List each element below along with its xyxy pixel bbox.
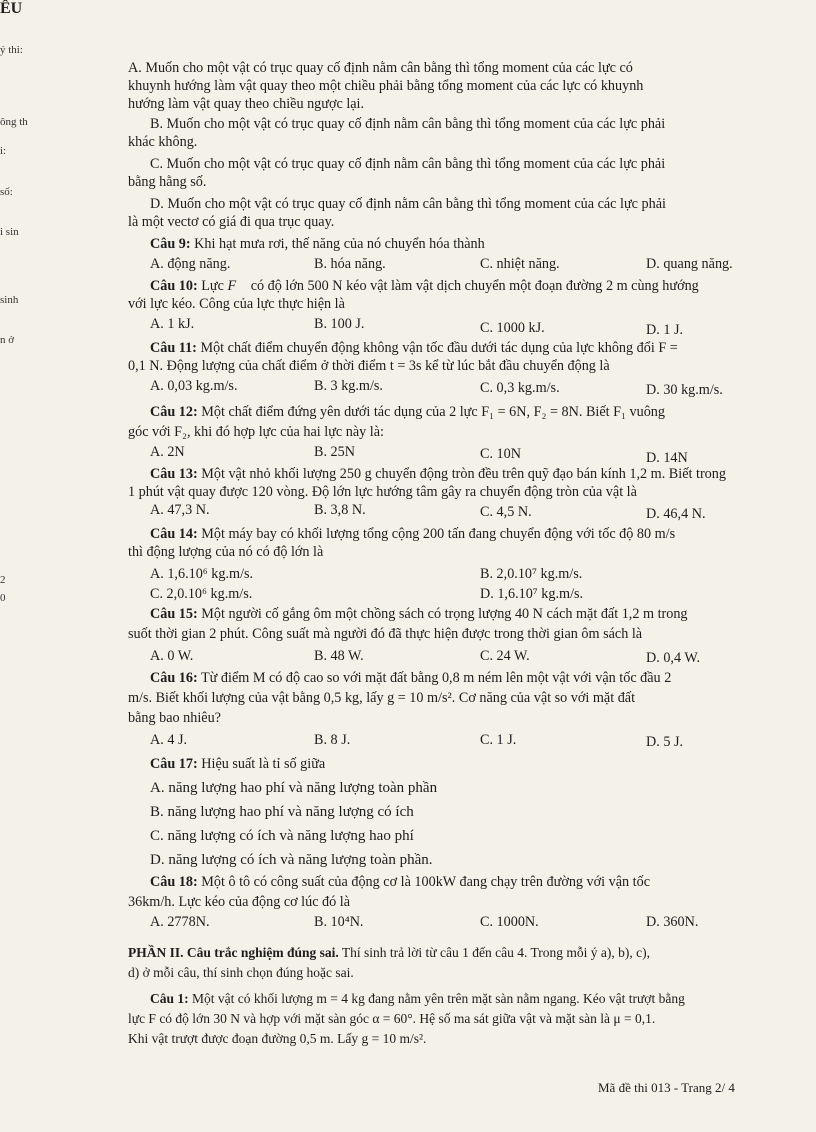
q11-label: Câu 11: — [150, 340, 197, 356]
q8-option-a-line1: A. Muốn cho một vật có trục quay cố định nằm cân bằng thì tổng moment của các lực có — [128, 60, 633, 76]
part2-text1: Thí sinh trả lời từ câu 1 đến câu 4. Trong mỗi ý a), b), c), — [341, 945, 650, 960]
q16-option-c: C. 1 J. — [480, 732, 517, 748]
q17-option-d: D. năng lượng có ích và năng lượng toàn phần. — [150, 852, 433, 868]
q16-option-d: D. 5 J. — [646, 734, 684, 750]
margin-fragment: 0 — [0, 592, 6, 604]
q16-label: Câu 16: — [150, 670, 198, 686]
q11-stem-line1 — [150, 340, 678, 357]
q13-option-a: A. 47,3 N. — [150, 502, 210, 518]
q16-option-a: A. 4 J. — [150, 732, 188, 748]
q16-stem-line3: bằng bao nhiêu? — [128, 710, 221, 726]
q12-label: Câu 12: — [150, 404, 198, 420]
margin-fragment: i sin — [0, 226, 19, 238]
q12-text1: Một chất điểm đứng yên dưới tác dụng của 2 lực F₁ = 6N, F₂ = 8N. Biết F₁ vuông — [201, 404, 665, 420]
margin-fragment: ông th — [0, 116, 28, 128]
p2q1-label: Câu 1: — [150, 991, 189, 1006]
q12-option-c: C. 10N — [480, 446, 521, 462]
q12-option-b: B. 25N — [314, 444, 355, 460]
q10-option-c: C. 1000 kJ. — [480, 320, 545, 336]
p2q1-stem-line2: lực F có độ lớn 30 N và hợp với mặt sàn góc α = 60°. Hệ số ma sát giữa vật và mặt sàn là μ = 0,1. — [128, 1011, 656, 1026]
q9-option-a: A. động năng. — [150, 256, 231, 272]
q14-option-d: D. 1,6.10⁷ kg.m/s. — [480, 586, 584, 602]
q13-option-b: B. 3,8 N. — [314, 502, 366, 518]
margin-fragment: n ở — [0, 334, 15, 346]
q16-text1: Từ điểm M có độ cao so với mặt đất bằng 0,8 m ném lên một vật với vận tốc đầu 2 — [201, 670, 672, 686]
q13-option-c: C. 4,5 N. — [480, 504, 532, 520]
q13-stem-line2: 1 phút vật quay được 120 vòng. Độ lớn lực hướng tâm gây ra chuyển động tròn của vật là — [128, 484, 637, 500]
q10-text2: có độ lớn 500 N kéo vật làm vật dịch chuyển một đoạn đường 2 m cùng hướng — [250, 278, 699, 294]
page-footer: Mã đề thi 013 - Trang 2/ 4 — [598, 1080, 735, 1095]
q12-option-a: A. 2N — [150, 444, 185, 460]
q13-label: Câu 13: — [150, 466, 198, 482]
q15-option-d: D. 0,4 W. — [646, 650, 700, 666]
q15-option-b: B. 48 W. — [314, 648, 364, 664]
q10-option-d: D. 1 J. — [646, 322, 684, 338]
part2-heading — [128, 944, 650, 961]
q8-option-c-line2: bằng hằng số. — [128, 174, 207, 190]
q9-label: Câu 9: — [150, 236, 191, 252]
force-vector-symbol: F⃗ — [227, 278, 248, 294]
q12-option-d: D. 14N — [646, 450, 688, 466]
q9-option-b: B. hóa năng. — [314, 256, 386, 272]
q18-option-d: D. 360N. — [646, 914, 699, 930]
q11-text1: Một chất điểm chuyển động không vận tốc đầu dưới tác dụng của lực không đổi F = — [200, 340, 678, 356]
q12-stem-line1 — [150, 404, 665, 421]
q14-text1: Một máy bay có khối lượng tổng cộng 200 tấn đang chuyển động với tốc độ 80 m/s — [201, 526, 676, 542]
p2q1-text1: Một vật có khối lượng m = 4 kg đang nằm yên trên mặt sàn nằm ngang. Kéo vật trượt bằng — [192, 991, 685, 1006]
q10-option-b: B. 100 J. — [314, 316, 365, 332]
q14-stem-line1 — [150, 526, 675, 543]
q17-text: Hiệu suất là tỉ số giữa — [201, 756, 326, 772]
margin-fragment: số: — [0, 186, 13, 198]
q11-option-c: C. 0,3 kg.m/s. — [480, 380, 560, 396]
q15-stem-line2: suốt thời gian 2 phút. Công suất mà người đó đã thực hiện được trong thời gian ôm sách là — [128, 626, 643, 642]
q15-stem-line1 — [150, 606, 688, 623]
q14-option-c: C. 2,0.10⁶ kg.m/s. — [150, 586, 253, 602]
part2-title: PHẦN II. Câu trắc nghiệm đúng sai. — [128, 945, 339, 960]
q10-text1: Lực — [201, 278, 224, 294]
q16-stem-line2: m/s. Biết khối lượng của vật bằng 0,5 kg, lấy g = 10 m/s². Cơ năng của vật so với mặt đất — [128, 690, 636, 706]
margin-fragment: sinh — [0, 294, 19, 306]
q9-option-d: D. quang năng. — [646, 256, 733, 272]
q18-stem-line2: 36km/h. Lực kéo của động cơ lúc đó là — [128, 894, 351, 910]
q9-option-c: C. nhiệt năng. — [480, 256, 560, 272]
q8-option-a-line3: hướng làm vật quay theo chiều ngược lại. — [128, 96, 365, 112]
q14-option-a: A. 1,6.10⁶ kg.m/s. — [150, 566, 254, 582]
q11-option-d: D. 30 kg.m/s. — [646, 382, 723, 398]
q17-stem — [150, 756, 325, 773]
q15-option-a: A. 0 W. — [150, 648, 194, 664]
q15-label: Câu 15: — [150, 606, 198, 622]
margin-fragment: 2 — [0, 574, 6, 586]
q8-option-a-line2: khuynh hướng làm vật quay theo một chiều phải bằng tổng moment của các lực có khuynh — [128, 78, 644, 94]
q18-label: Câu 18: — [150, 874, 198, 890]
p2q1-stem-line3: Khi vật trượt được đoạn đường 0,5 m. Lấy g = 10 m/s². — [128, 1031, 427, 1046]
q10-stem-line2: với lực kéo. Công của lực thực hiện là — [128, 296, 345, 312]
q10-option-a: A. 1 kJ. — [150, 316, 195, 332]
part2-text2: d) ở mỗi câu, thí sinh chọn đúng hoặc sai. — [128, 965, 354, 980]
q17-option-b: B. năng lượng hao phí và năng lượng có ích — [150, 804, 414, 820]
q10-label: Câu 10: — [150, 278, 198, 294]
q18-stem-line1 — [150, 874, 650, 891]
q15-option-c: C. 24 W. — [480, 648, 530, 664]
q18-text1: Một ô tô có công suất của động cơ là 100kW đang chạy trên đường với vận tốc — [201, 874, 651, 890]
margin-fragment: ý thi: — [0, 44, 23, 56]
q17-label: Câu 17: — [150, 756, 198, 772]
q14-label: Câu 14: — [150, 526, 198, 542]
q18-option-a: A. 2778N. — [150, 914, 210, 930]
q12-stem-line2: góc với F₂, khi đó hợp lực của hai lực này là: — [128, 424, 384, 440]
q14-stem-line2: thì động lượng của nó có độ lớn là — [128, 544, 324, 560]
q11-stem-line2: 0,1 N. Động lượng của chất điểm ở thời điểm t = 3s kể từ lúc bắt đầu chuyển động là — [128, 358, 610, 374]
q13-stem-line1 — [150, 466, 726, 483]
q13-option-d: D. 46,4 N. — [646, 506, 706, 522]
q17-option-a: A. năng lượng hao phí và năng lượng toàn phần — [150, 780, 438, 796]
q10-stem-line1 — [150, 278, 699, 295]
header-fragment: ÊU — [0, 0, 23, 17]
q8-option-d-line1: D. Muốn cho một vật có trục quay cố định nằm cân bằng thì tổng moment của các lực phải — [150, 196, 666, 212]
q17-option-c: C. năng lượng có ích và năng lượng hao phí — [150, 828, 414, 844]
q13-text1: Một vật nhỏ khối lượng 250 g chuyển động tròn đều trên quỹ đạo bán kính 1,2 m. Biết trong — [201, 466, 726, 482]
q9-stem — [150, 236, 485, 253]
q15-text1: Một người cố gắng ôm một chồng sách có trọng lượng 40 N cách mặt đất 1,2 m trong — [201, 606, 688, 622]
q8-option-d-line2: là một vectơ có giá đi qua trục quay. — [128, 214, 335, 230]
q8-option-b-line1: B. Muốn cho một vật có trục quay cố định nằm cân bằng thì tổng moment của các lực phải — [150, 116, 666, 132]
q8-option-b-line2: khác không. — [128, 134, 198, 150]
q16-option-b: B. 8 J. — [314, 732, 351, 748]
q9-text: Khi hạt mưa rơi, thế năng của nó chuyển hóa thành — [194, 236, 485, 252]
q18-option-b: B. 10⁴N. — [314, 914, 364, 930]
q8-option-c-line1: C. Muốn cho một vật có trục quay cố định nằm cân bằng thì tổng moment của các lực phải — [150, 156, 666, 172]
margin-fragment: i: — [0, 145, 7, 157]
q18-option-c: C. 1000N. — [480, 914, 539, 930]
q11-option-a: A. 0,03 kg.m/s. — [150, 378, 238, 394]
p2q1-stem-line1 — [150, 990, 685, 1007]
q16-stem-line1 — [150, 670, 671, 687]
q11-option-b: B. 3 kg.m/s. — [314, 378, 383, 394]
q14-option-b: B. 2,0.10⁷ kg.m/s. — [480, 566, 583, 582]
